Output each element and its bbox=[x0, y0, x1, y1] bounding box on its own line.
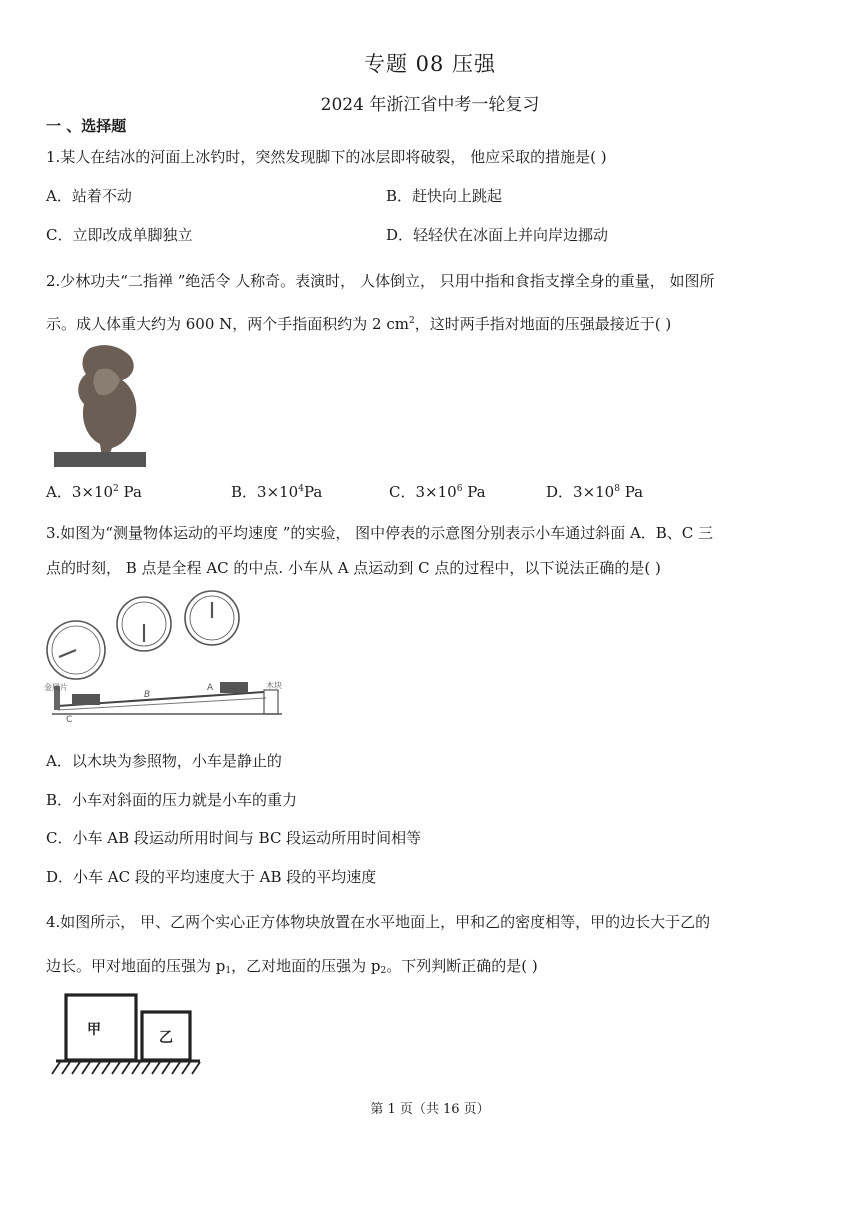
stopwatch-b bbox=[117, 597, 171, 651]
stopwatch-c bbox=[47, 621, 105, 679]
question-3-option-c: C．小车 AB 段运动所用时间与 BC 段运动所用时间相等 bbox=[46, 829, 422, 847]
question-3-option-a: A．以木块为参照物，小车是静止的 bbox=[46, 752, 282, 770]
question-2-option-d: D．$3\times 10^8$ Pa bbox=[546, 483, 644, 501]
question-1-option-b: B．赶快向上跳起 bbox=[386, 187, 503, 205]
page-title: 专题 08 压强 bbox=[363, 52, 497, 76]
section-heading: 一 、选择题 bbox=[46, 117, 127, 135]
label-metal: 金属片 bbox=[44, 683, 68, 692]
label-b: B bbox=[144, 690, 151, 700]
question-2-option-a: A．$3\times 10^2$ Pa bbox=[46, 483, 142, 501]
cubes-figure bbox=[50, 990, 210, 1082]
question-3-option-b: B．小车对斜面的压力就是小车的重力 bbox=[46, 791, 298, 809]
question-3-stem-line2: 点的时刻， B 点是全程 AC 的中点. 小车从 A 点运动到 C 点的过程中，以下说法正确的是( ) bbox=[46, 559, 661, 577]
label-c: C bbox=[66, 715, 73, 725]
question-1-option-d: D．轻轻伏在冰面上并向岸边挪动 bbox=[386, 226, 609, 244]
question-2-option-b: B．$3\times 10^4Pa$ bbox=[231, 483, 323, 501]
question-1-option-c: C．立即改成单脚独立 bbox=[46, 226, 193, 244]
question-4-stem-line2: 边长。甲对地面的压强为 $p_1$，乙对地面的压强为 $p_2$。下列判断正确的是( ) bbox=[46, 957, 538, 976]
label-yi: 乙 bbox=[159, 1030, 173, 1046]
cube-jia bbox=[66, 995, 136, 1060]
wood-block bbox=[264, 690, 278, 714]
label-jia: 甲 bbox=[87, 1022, 101, 1038]
question-1-stem: 1.某人在结冰的河面上冰钓时，突然发现脚下的冰层即将破裂， 他应采取的措施是( ) bbox=[46, 148, 607, 166]
question-2-stem-line2: 示。成人体重大约为 600 N，两个手指面积约为 2 $cm^2$，这时两手指对地面的压强最接近于( ) bbox=[46, 315, 672, 333]
finger-stand-figure bbox=[50, 340, 160, 470]
cart-at-c bbox=[72, 694, 100, 705]
question-2-option-c: C．$3\times 10^6$ Pa bbox=[389, 483, 486, 501]
label-block: 木块 bbox=[266, 681, 282, 690]
incline-stopwatch-figure bbox=[44, 594, 294, 724]
ground-hatching bbox=[52, 1062, 200, 1074]
question-3-option-d: D．小车 AC 段的平均速度大于 AB 段的平均速度 bbox=[46, 868, 377, 886]
question-1-option-a: A．站着不动 bbox=[46, 187, 132, 205]
question-2-stem-line1: 2.少林功夫“二指禅 ”绝活令 人称奇。表演时， 人体倒立， 只用中指和食指支撑全身的重量， 如图所 bbox=[46, 272, 715, 290]
cart-at-a bbox=[220, 682, 248, 693]
page-footer: 第 1 页（共 16 页） bbox=[370, 1102, 490, 1117]
label-a: A bbox=[207, 683, 214, 693]
question-4-stem-line1: 4.如图所示， 甲、乙两个实心正方体物块放置在水平地面上，甲和乙的密度相等，甲的边长大于乙的 bbox=[46, 913, 711, 931]
page-subtitle: 2024 年浙江省中考一轮复习 bbox=[320, 95, 540, 115]
question-3-stem-line1: 3.如图为“测量物体运动的平均速度 ”的实验， 图中停表的示意图分别表示小车通过斜面 A．B、C 三 bbox=[46, 524, 714, 542]
stopwatch-a bbox=[185, 591, 239, 645]
